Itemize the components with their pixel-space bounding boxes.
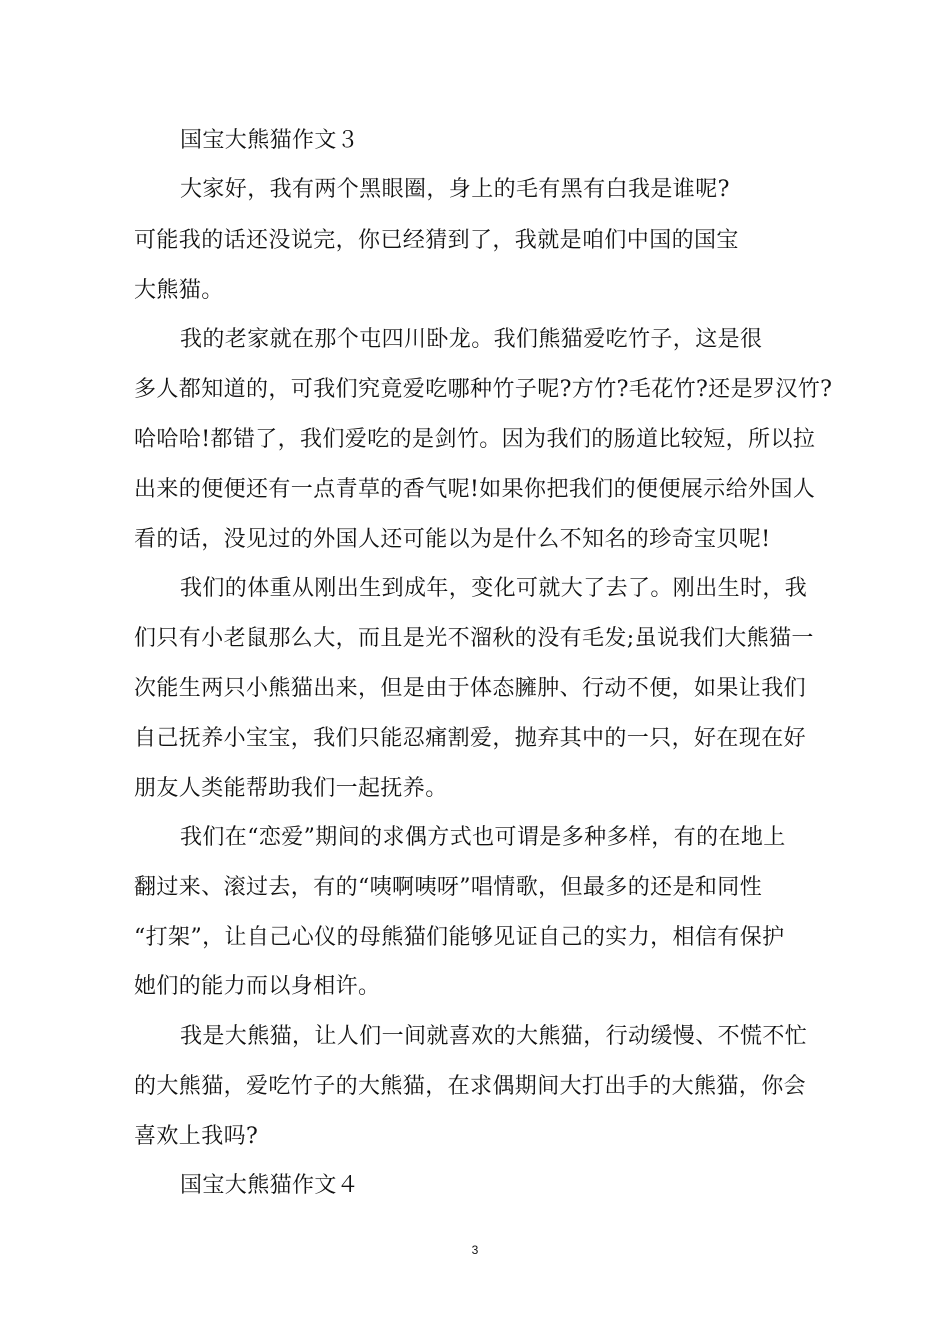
paragraph-line: 看的话，没见过的外国人还可能以为是什么不知名的珍奇宝贝呢! — [134, 527, 771, 552]
paragraph-line: 哈哈哈!都错了，我们爱吃的是剑竹。因为我们的肠道比较短，所以拉 — [134, 427, 816, 452]
paragraph-line: 次能生两只小熊猫出来，但是由于体态臃肿、行动不便，如果让我们 — [134, 676, 807, 701]
paragraph-line: 我们在“恋爱”期间的求偶方式也可谓是多种多样，有的在地上 — [180, 825, 786, 850]
paragraph-line: 我们的体重从刚出生到成年，变化可就大了去了。刚出生时，我 — [180, 576, 808, 601]
paragraph-line: 大熊猫。 — [134, 278, 224, 303]
paragraph-line: 喜欢上我吗? — [134, 1124, 259, 1149]
section-heading: 国宝大熊猫作文４ — [180, 1173, 360, 1198]
paragraph-line: 出来的便便还有一点青草的香气呢!如果你把我们的便便展示给外国人 — [134, 477, 816, 502]
paragraph-line: 翻过来、滚过去，有的“咦啊咦呀”唱情歌，但最多的还是和同性 — [134, 875, 763, 900]
paragraph-line: 自己抚养小宝宝，我们只能忍痛割爱，抛弃其中的一只，好在现在好 — [134, 726, 807, 751]
paragraph-line: 们只有小老鼠那么大，而且是光不溜秋的没有毛发;虽说我们大熊猫一 — [134, 626, 814, 651]
section-heading: 国宝大熊猫作文３ — [180, 128, 360, 153]
paragraph-line: 的大熊猫，爱吃竹子的大熊猫，在求偶期间大打出手的大熊猫，你会 — [134, 1074, 807, 1099]
paragraph-line: 我是大熊猫，让人们一间就喜欢的大熊猫，行动缓慢、不慌不忙 — [180, 1024, 808, 1049]
paragraph-line: 她们的能力而以身相许。 — [134, 974, 381, 999]
paragraph-line: 大家好，我有两个黑眼圈，身上的毛有黑有白我是谁呢? — [180, 177, 730, 202]
paragraph-line: “打架”，让自己心仪的母熊猫们能够见证自己的实力，相信有保护 — [134, 925, 785, 950]
paragraph-line: 可能我的话还没说完，你已经猜到了，我就是咱们中国的国宝 — [134, 228, 739, 253]
paragraph-line: 我的老家就在那个屯四川卧龙。我们熊猫爱吃竹子，这是很 — [180, 327, 763, 352]
paragraph-line: 朋友人类能帮助我们一起抚养。 — [134, 776, 448, 801]
paragraph-line: 多人都知道的，可我们究竟爱吃哪种竹子呢?方竹?毛花竹?还是罗汉竹? — [134, 377, 833, 402]
page-number: 3 — [471, 1243, 479, 1257]
